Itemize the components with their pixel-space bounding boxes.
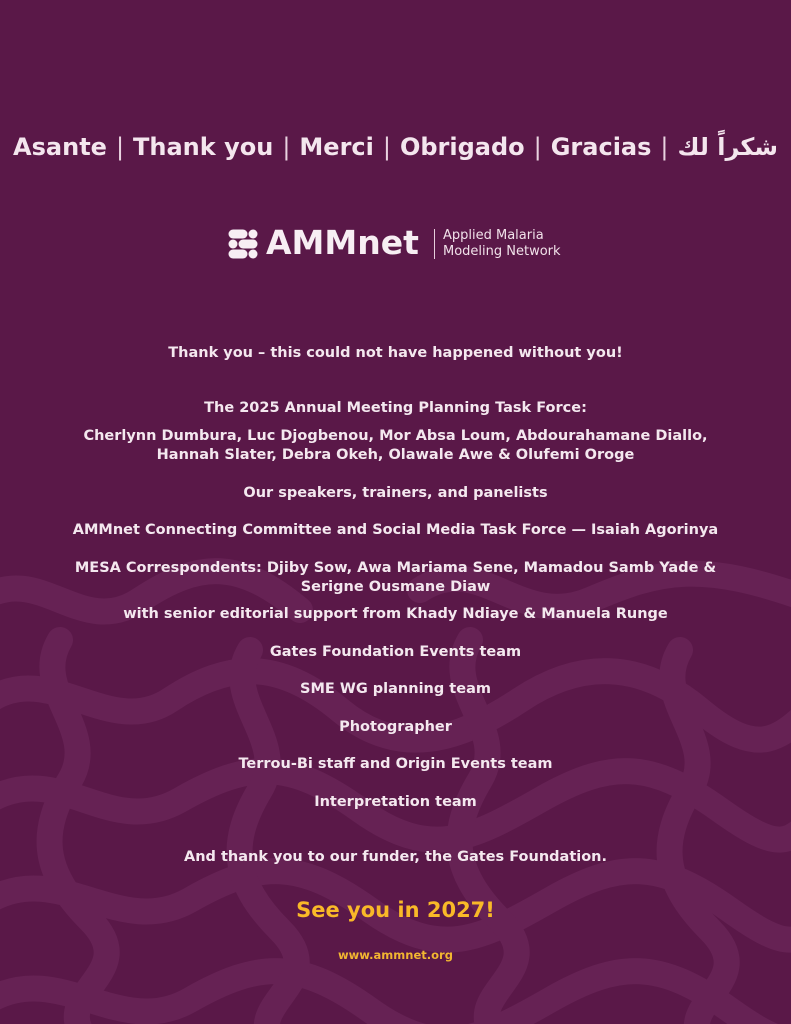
- thanks-word-thank-you: Thank you: [133, 133, 274, 161]
- credits-intro: Thank you – this could not have happened without you!: [168, 345, 623, 361]
- logo-wordmark: AMMnet: [266, 223, 419, 262]
- separator: |: [533, 133, 542, 161]
- logo-subtitle-line1: Applied Malaria: [443, 228, 544, 243]
- credits-terrou-bi: Terrou-Bi staff and Origin Events team: [238, 756, 553, 772]
- credits-speakers: Our speakers, trainers, and panelists: [243, 485, 548, 501]
- credits-interpretation: Interpretation team: [314, 794, 477, 810]
- separator: |: [282, 133, 291, 161]
- logo-divider: [434, 229, 435, 259]
- see-you-heading: See you in 2027!: [296, 898, 495, 922]
- mesa-correspondents-line2: Serigne Ousmane Diaw: [300, 579, 491, 595]
- logo-subtitle-line2: Modeling Network: [443, 244, 561, 259]
- credits-gates-events: Gates Foundation Events team: [269, 644, 522, 660]
- separator: |: [382, 133, 391, 161]
- credits-committee: AMMnet Connecting Committee and Social Media Task Force — Isaiah Agorinya: [72, 522, 719, 538]
- credits-photographer: Photographer: [339, 719, 452, 735]
- thanks-word-merci: Merci: [299, 133, 374, 161]
- separator: |: [660, 133, 669, 161]
- thanks-word-gracias: Gracias: [550, 133, 652, 161]
- thanks-word-arabic: شكراً لك: [677, 133, 778, 161]
- credits-editorial: with senior editorial support from Khady Ndiaye & Manuela Runge: [123, 606, 668, 622]
- credits-funder: And thank you to our funder, the Gates Foundation.: [183, 849, 608, 865]
- thanks-word-asante: Asante: [13, 133, 107, 161]
- logo-subtitle: [443, 228, 561, 260]
- ammnet-logo: [227, 222, 572, 266]
- thanks-word-obrigado: Obrigado: [399, 133, 525, 161]
- separator: |: [115, 133, 125, 161]
- task-force-names-line2: Hannah Slater, Debra Okeh, Olawale Awe & Olufemi Oroge: [156, 447, 635, 463]
- task-force-heading: The 2025 Annual Meeting Planning Task Force:: [204, 400, 587, 416]
- thank-you-languages: [0, 133, 791, 161]
- credits-sme: SME WG planning team: [300, 681, 491, 697]
- mesa-correspondents-line1: MESA Correspondents: Djiby Sow, Awa Mariama Sene, Mamadou Samb Yade &: [74, 560, 717, 576]
- ammnet-logo-icon: [227, 228, 259, 260]
- website-link[interactable]: www.ammnet.org: [338, 948, 453, 962]
- task-force-names-line1: Cherlynn Dumbura, Luc Djogbenou, Mor Absa Loum, Abdourahamane Diallo,: [83, 428, 708, 444]
